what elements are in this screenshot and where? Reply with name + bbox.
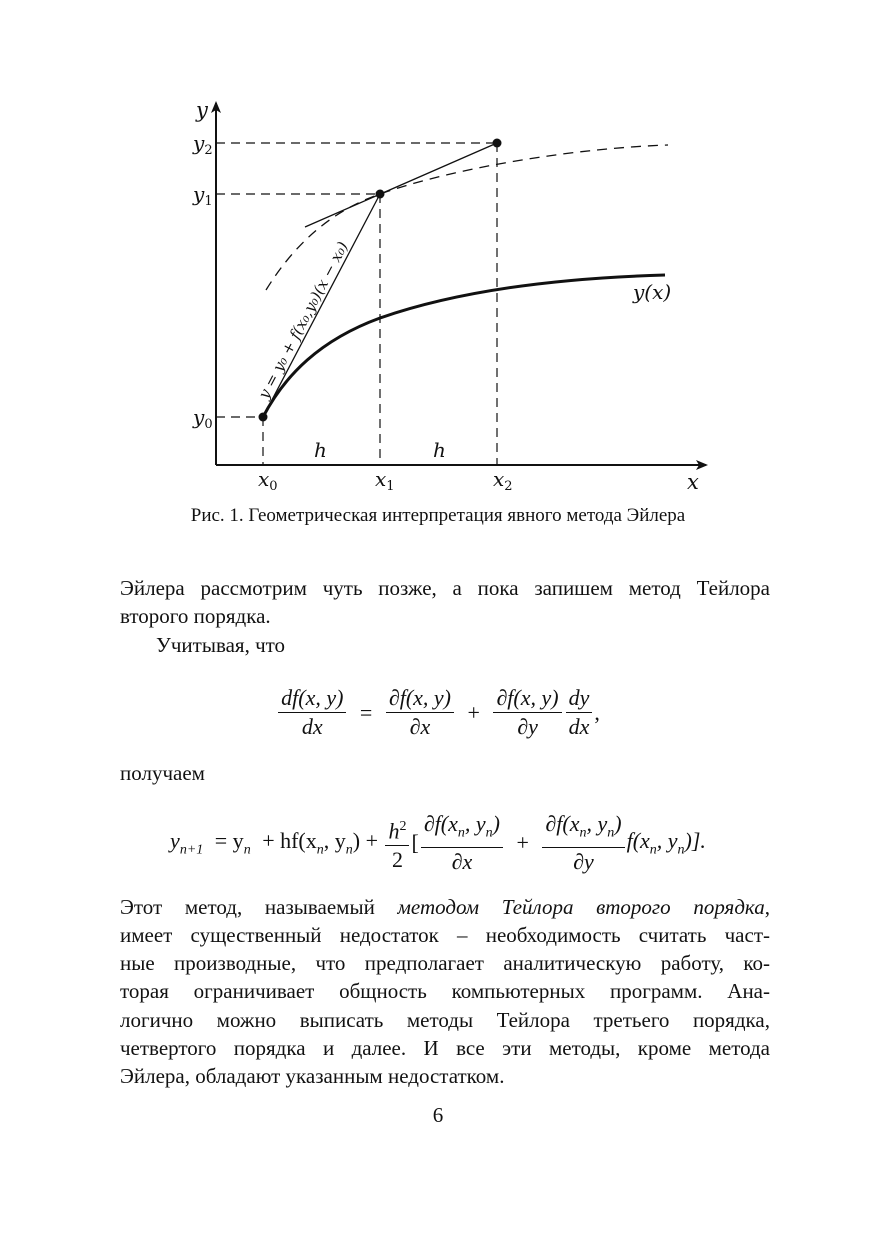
paragraph-line: получаем [120,761,205,785]
paragraph-line: ные производные, что предполагает аналитическую работу, ко- [120,951,770,975]
paragraph-line: торая ограничивает общность компьютерных программ. Ана- [120,979,770,1003]
fraction: $\frac{dy}{dx}$ [566,684,593,741]
fraction: $\frac{\partial f(x_n, y_n)}{\partial x}$ [421,810,503,876]
figure-caption: Рис. 1. Геометрическая интерпретация явного метода Эйлера [190,505,686,526]
y-tick-y2: $y_2$ [193,131,213,158]
fraction: $\frac{\partial f(x, y)}{\partial y}$ [493,684,561,741]
y-axis-label: y [196,98,208,122]
tangent-equation-label: y = y₀ + f(x₀,y₀)(x − x₀) [254,238,352,402]
paragraph-line: второго порядка. [120,604,271,628]
fraction: $\frac{h^2}{2}$ [385,813,409,874]
point-x0-y0 [259,413,268,422]
x-axis-label: x [687,470,699,494]
y-tick-y0: $y_0$ [193,405,213,432]
page-number: 6 [432,1103,444,1127]
paragraph-line: логично можно выписать методы Тейлора третьего порядка, [120,1008,770,1032]
euler-step-1 [263,194,380,417]
paragraph-line: Эйлера рассмотрим чуть позже, а пока запишем метод Тейлора [120,576,770,600]
y-tick-y1: $y_1$ [193,182,213,209]
paragraph-line: Учитывая, что [156,633,286,657]
paragraph-line: Этот метод, называемый методом Тейлора второго порядка, [120,895,770,919]
euler-step-2 [305,143,497,227]
step-label-1: h [314,438,327,462]
point-x2-y2 [493,139,502,148]
paragraph-line: Эйлера, обладают указанным недостатком. [120,1064,505,1088]
formula-taylor-second-order: $y_{n+1} = y_n + hf(x_n$, $y_n$) + $\frac{h^2}{2}$ [ $\frac{\partial f(x_n, y_n)}{\partial x}$ + $\frac{\partial f(x_n, y_n)}{\partial y}$ $f(x_n$, $y_n$)]. [170,811,706,875]
x-tick-x0: $x_0$ [258,467,278,494]
paragraph-line: четвертого порядка и далее. И все эти методы, кроме метода [120,1036,770,1060]
step-label-2: h [433,438,446,462]
formula-total-derivative: $\frac{df(x, y)}{dx}$ = $\frac{\partial f(x, y)}{\partial x}$ + $\frac{\partial f(x, y)}{\partial y}$ $\frac{dy}{dx}$ , [0,684,876,741]
paragraph-line: имеет существенный недостаток – необходимость считать част- [120,923,770,947]
point-x1-y1 [376,190,385,199]
x-tick-x2: $x_2$ [493,467,513,494]
x-tick-x1: $x_1$ [375,467,395,494]
fraction: $\frac{df(x, y)}{dx}$ [278,684,346,741]
euler-method-figure [0,0,876,510]
fraction: $\frac{\partial f(x, y)}{\partial x}$ [386,684,454,741]
guide-lines [216,143,497,465]
curve-label: y(x) [633,280,672,304]
fraction: $\frac{\partial f(x_n, y_n)}{\partial y}$ [542,810,624,876]
